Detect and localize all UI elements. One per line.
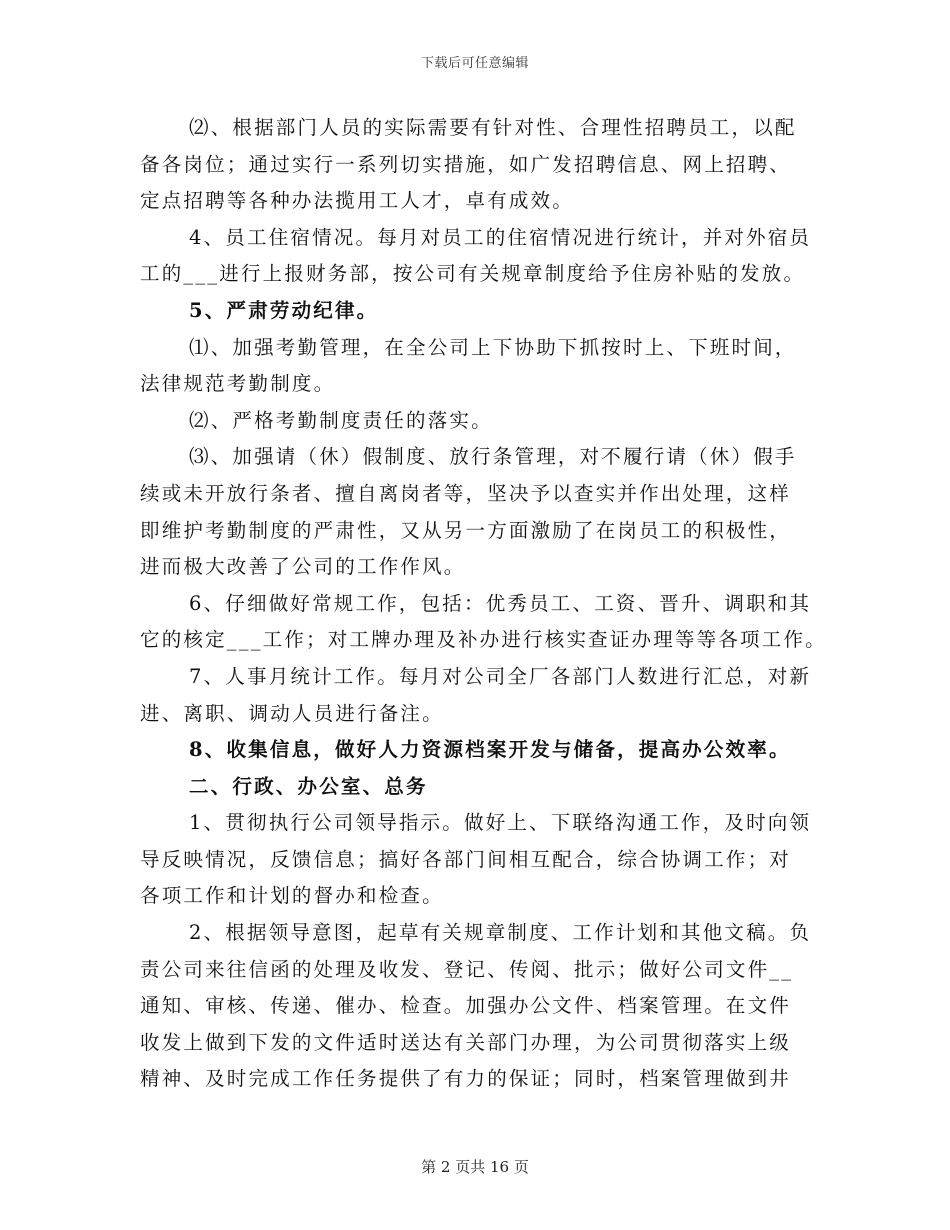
paragraph — [140, 110, 820, 220]
page-header: 下载后可任意编辑 — [420, 56, 529, 71]
text-line: 续或未开放行条者、擅自离岗者等，坚决予以查实并作出处理，这样 — [140, 481, 792, 505]
text-line: ⑵、严格考勤制度责任的落实。 — [189, 408, 493, 432]
text-line: 通知、审核、传递、催办、检查。加强办公文件、档案管理。在文件 — [140, 994, 792, 1018]
text-line: 8、收集信息，做好人力资源档案开发与储备，提高办公效率。 — [189, 738, 791, 762]
text-line: 进、离职、调动人员进行备注。 — [140, 701, 444, 725]
text-line: 导反映情况，反馈信息；搞好各部门间相互配合，综合协调工作；对 — [140, 847, 792, 871]
text-line: 工的___进行上报财务部，按公司有关规章制度给予住房补贴的发放。 — [140, 262, 806, 286]
paragraph — [140, 915, 820, 1098]
text-line: 7、人事月统计工作。每月对公司全厂各部门人数进行汇总，对新 — [189, 664, 812, 688]
document-body — [140, 110, 827, 1098]
text-line: ⑴、加强考勤管理，在全公司上下协助下抓按时上、下班时间， — [189, 335, 797, 359]
text-line: 进而极大改善了公司的工作作风。 — [140, 555, 466, 579]
text-line: 定点招聘等各种办法揽用工人才，卓有成效。 — [140, 189, 575, 213]
text-line: 责公司来往信函的处理及收发、登记、传阅、批示；做好公司文件__ — [140, 957, 794, 981]
paragraph — [140, 659, 820, 732]
text-line: ⑵、根据部门人员的实际需要有针对性、合理性招聘员工，以配 — [189, 116, 797, 139]
page-footer: 第 2 页共 16 页 — [421, 1158, 529, 1176]
text-line: 二、行政、办公室、总务 — [189, 774, 428, 798]
text-line: 备各岗位；通过实行一系列切实措施，如广发招聘信息、网上招聘、 — [140, 152, 792, 176]
paragraph — [140, 439, 820, 585]
text-line: 它的核定___工作；对工牌办理及补办进行核实查证办理等等各项工作。 — [140, 628, 827, 652]
text-line: 即维护考勤制度的严肃性，又从另一方面激励了在岗员工的积极性， — [140, 518, 792, 542]
text-line: 法律规范考勤制度。 — [140, 372, 336, 396]
section-heading — [140, 769, 820, 806]
paragraph — [140, 805, 820, 915]
text-line: 收发上做到下发的文件适时送达有关部门办理，为公司贯彻落实上级 — [140, 1030, 792, 1054]
paragraph — [140, 403, 820, 440]
text-line: 6、仔细做好常规工作，包括：优秀员工、工资、晋升、调职和其 — [189, 591, 812, 615]
paragraph — [140, 586, 827, 659]
section-heading — [140, 732, 820, 769]
text-line: 1、贯彻执行公司领导指示。做好上、下联络沟通工作，及时向领 — [189, 811, 812, 835]
section-heading — [140, 293, 820, 330]
text-line: 2、根据领导意图，起草有关规章制度、工作计划和其他文稿。负 — [189, 921, 812, 945]
text-line: 5、严肃劳动纪律。 — [189, 298, 379, 322]
text-line: 精神、及时完成工作任务提供了有力的保证；同时，档案管理做到井 — [140, 1067, 792, 1091]
paragraph — [140, 330, 820, 403]
text-line: ⑶、加强请（休）假制度、放行条管理，对不履行请（休）假手 — [189, 445, 797, 469]
text-line: 各项工作和计划的督办和检查。 — [140, 884, 444, 908]
paragraph — [140, 220, 820, 293]
text-line: 4、员工住宿情况。每月对员工的住宿情况进行统计，并对外宿员 — [189, 225, 812, 249]
